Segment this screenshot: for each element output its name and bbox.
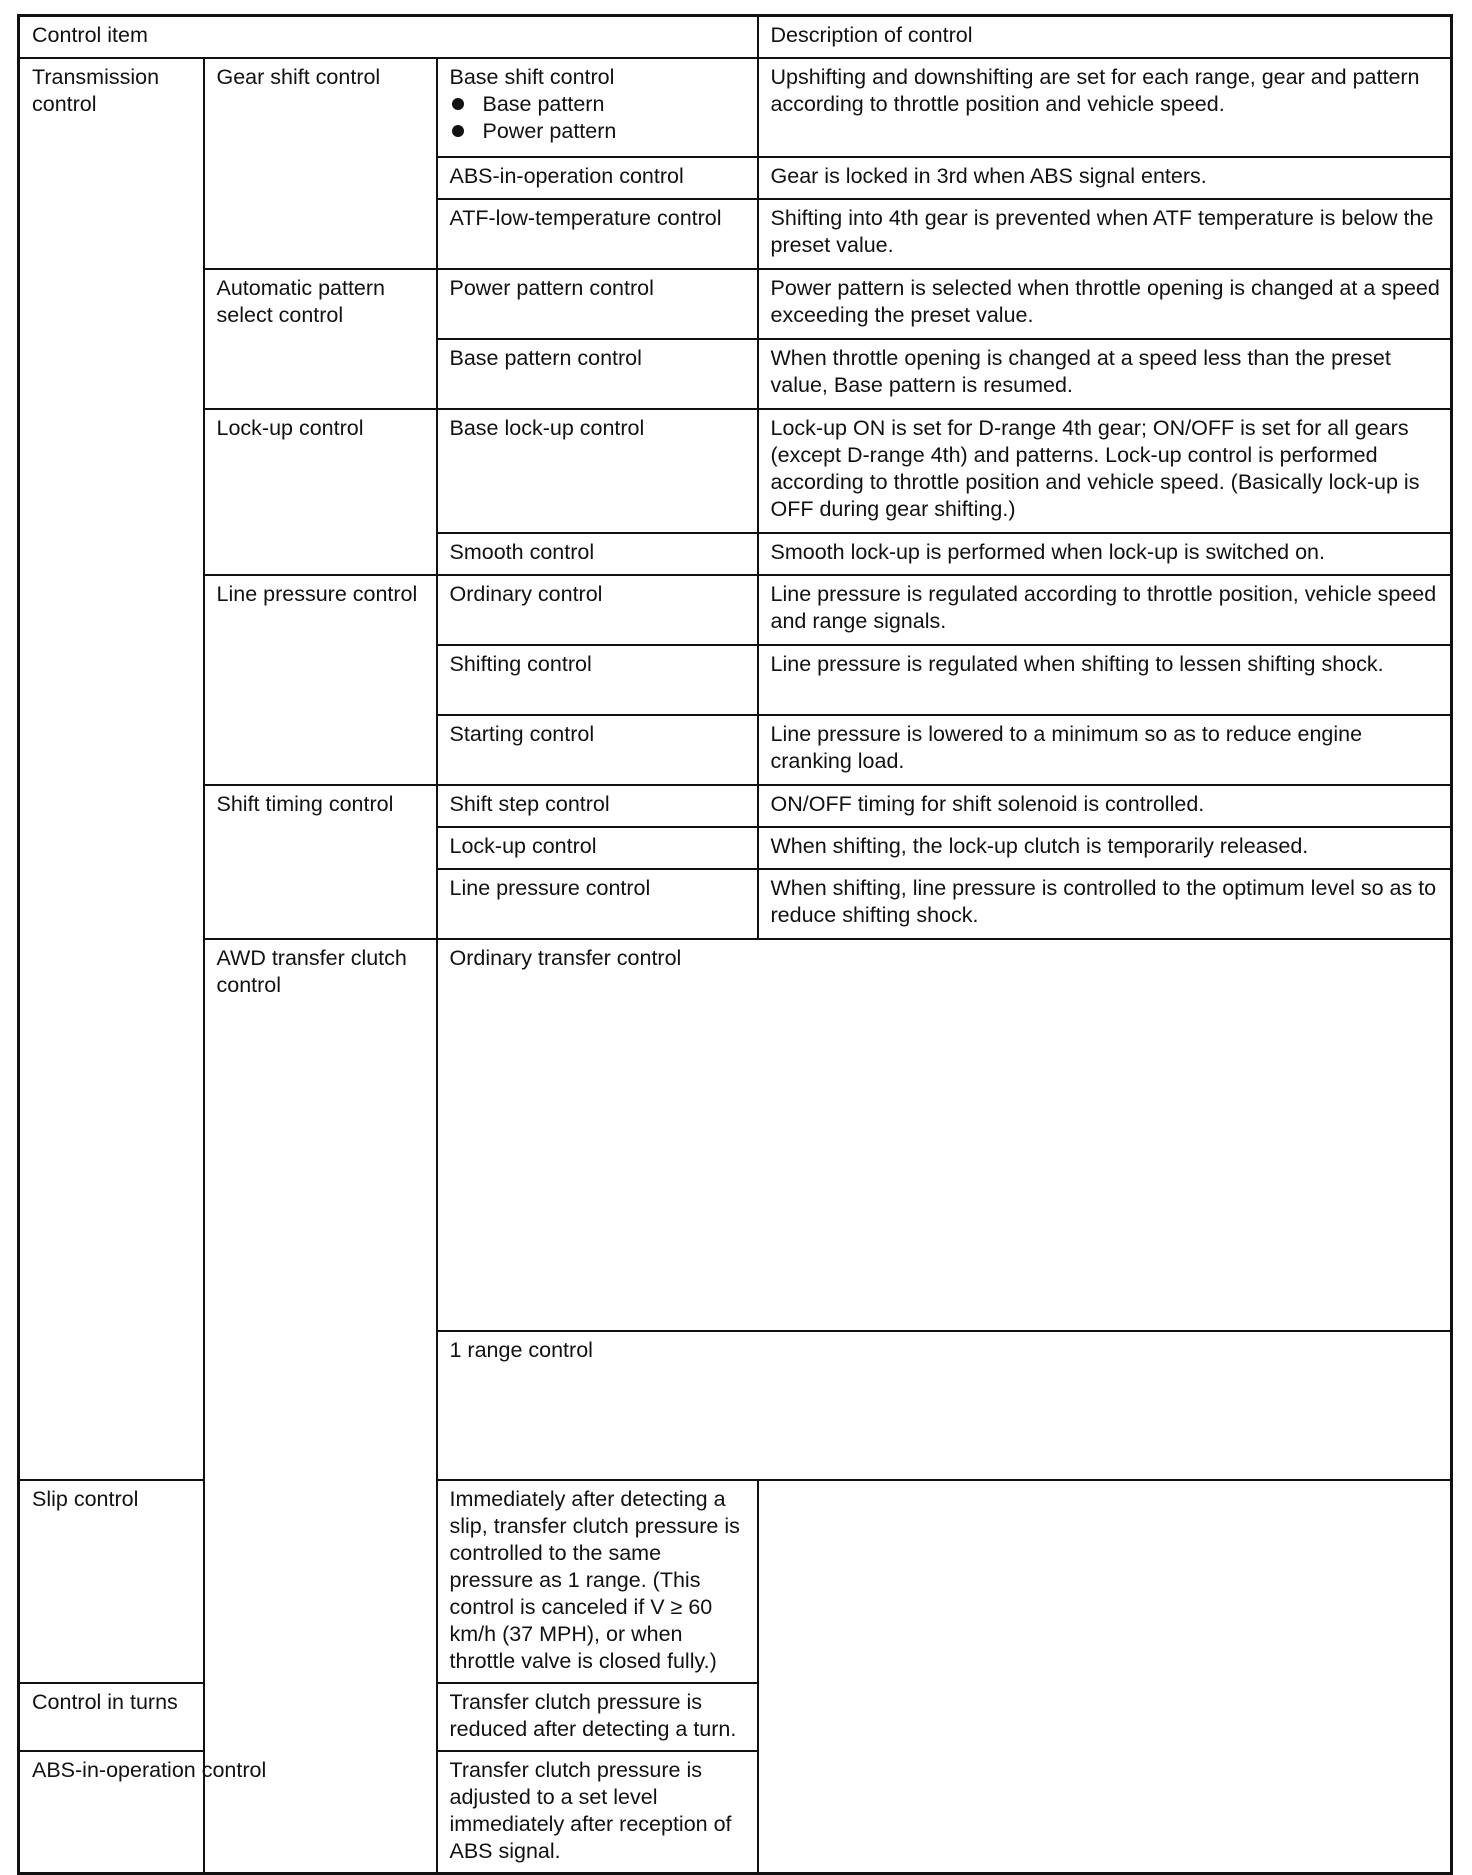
item-1-range-control: 1 range control [437, 1331, 1452, 1480]
desc-ordinary-control: Line pressure is regulated according to throttle position, vehicle speed and range signals. [758, 575, 1452, 645]
category-transmission-control: Transmission control [19, 58, 204, 1480]
header-description: Description of control [758, 16, 1452, 59]
pattern-bullet-list [450, 91, 747, 145]
table-row [19, 269, 1452, 339]
bullet-text: Power pattern [482, 119, 617, 143]
desc-starting-control: Line pressure is lowered to a minimum so as to reduce engine cranking load. [758, 715, 1452, 785]
table-row [19, 575, 1452, 645]
item-awd-abs-in-operation-control: ABS-in-operation control [19, 1751, 437, 1874]
item-base-shift-control [437, 58, 758, 157]
item-base-pattern-control: Base pattern control [437, 339, 758, 409]
table-row [19, 58, 1452, 157]
table-row [19, 1480, 1452, 1683]
group-shift-timing-control: Shift timing control [204, 785, 437, 939]
item-base-lock-up-control: Base lock-up control [437, 409, 758, 533]
item-starting-control: Starting control [437, 715, 758, 785]
desc-awd-abs-in-operation-control: Transfer clutch pressure is adjusted to a set level immediately after reception of ABS signal. [437, 1751, 758, 1874]
desc-slip-control: Immediately after detecting a slip, transfer clutch pressure is controlled to the same pressure as 1 range. (This control is canceled if V ≥ 60 km/h (37 MPH), or when throttle valve is closed fully.) [437, 1480, 758, 1683]
desc-base-lock-up-control: Lock-up ON is set for D-range 4th gear; ON/OFF is set for all gears (except D-range 4th) and patterns. Lock-up control is performed according to throttle position and vehicle speed. (Basically lock-up is OFF during gear shifting.) [758, 409, 1452, 533]
group-line-pressure-control: Line pressure control [204, 575, 437, 785]
group-automatic-pattern-select-control: Automatic pattern select control [204, 269, 437, 409]
desc-timing-lock-up-control: When shifting, the lock-up clutch is temporarily released. [758, 827, 1452, 869]
item-timing-lock-up-control: Lock-up control [437, 827, 758, 869]
group-gear-shift-control: Gear shift control [204, 58, 437, 269]
desc-power-pattern-control: Power pattern is selected when throttle opening is changed at a speed exceeding the preset value. [758, 269, 1452, 339]
desc-control-in-turns: Transfer clutch pressure is reduced after detecting a turn. [437, 1683, 758, 1751]
desc-smooth-control: Smooth lock-up is performed when lock-up is switched on. [758, 533, 1452, 575]
desc-base-shift-control: Upshifting and downshifting are set for each range, gear and pattern according to throttle position and vehicle speed. [758, 58, 1452, 157]
desc-atf-low-temperature-control: Shifting into 4th gear is prevented when ATF temperature is below the preset value. [758, 199, 1452, 269]
desc-timing-line-pressure-control: When shifting, line pressure is controlled to the optimum level so as to reduce shifting shock. [758, 869, 1452, 939]
table-row [19, 1751, 1452, 1874]
bullet-icon [452, 98, 464, 110]
table-row [19, 939, 1452, 1331]
item-power-pattern-control: Power pattern control [437, 269, 758, 339]
item-shift-step-control: Shift step control [437, 785, 758, 827]
item-timing-line-pressure-control: Line pressure control [437, 869, 758, 939]
header-row [19, 16, 1452, 59]
table-row [19, 785, 1452, 827]
desc-shift-step-control: ON/OFF timing for shift solenoid is controlled. [758, 785, 1452, 827]
table-row [19, 1683, 1452, 1751]
desc-shifting-control: Line pressure is regulated when shifting to lessen shifting shock. [758, 645, 1452, 715]
item-ordinary-transfer-control: Ordinary transfer control [437, 939, 1452, 1331]
item-shifting-control: Shifting control [437, 645, 758, 715]
item-atf-low-temperature-control: ATF-low-temperature control [437, 199, 758, 269]
table-row [19, 409, 1452, 533]
item-slip-control: Slip control [19, 1480, 437, 1683]
bullet-text: Base pattern [482, 92, 605, 116]
item-control-in-turns: Control in turns [19, 1683, 437, 1751]
group-lock-up-control: Lock-up control [204, 409, 437, 575]
category-awd-transfer-clutch-control: AWD transfer clutch control [204, 939, 437, 1874]
item-ordinary-control: Ordinary control [437, 575, 758, 645]
item-abs-in-operation-control: ABS-in-operation control [437, 157, 758, 199]
list-item [450, 91, 747, 118]
control-table [17, 14, 1453, 1875]
list-item [450, 118, 747, 145]
bullet-icon [452, 125, 464, 137]
header-control-item: Control item [19, 16, 758, 59]
desc-abs-in-operation-control: Gear is locked in 3rd when ABS signal enters. [758, 157, 1452, 199]
item-smooth-control: Smooth control [437, 533, 758, 575]
desc-base-pattern-control: When throttle opening is changed at a speed less than the preset value, Base pattern is resumed. [758, 339, 1452, 409]
item-label: Base shift control [449, 65, 615, 89]
